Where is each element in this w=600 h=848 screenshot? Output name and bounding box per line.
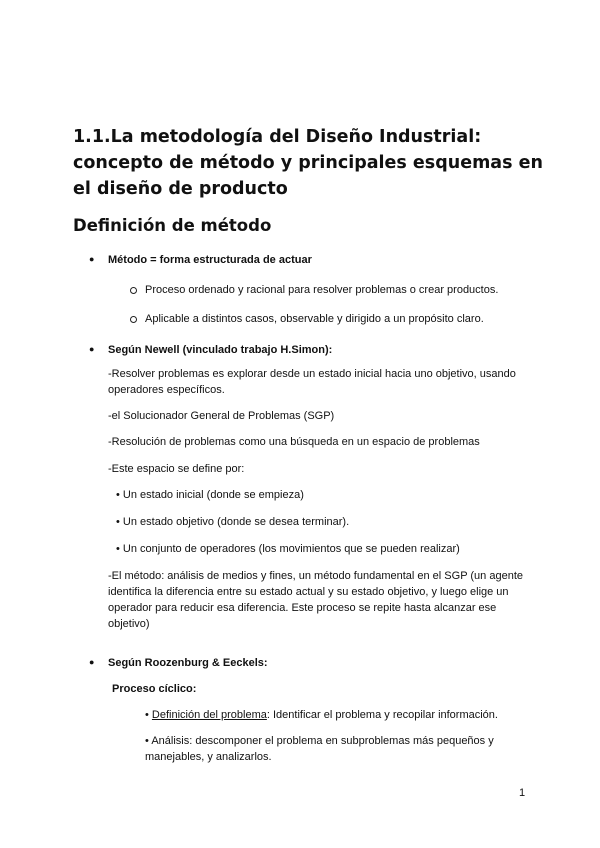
list-text: : Identificar el problema y recopilar información. xyxy=(266,709,498,721)
section-heading: Definición de método xyxy=(73,216,272,235)
bullet-metodo: Método = forma estructurada de actuar xyxy=(108,254,312,266)
list-item: • Un estado inicial (donde se empieza) xyxy=(116,489,304,501)
bullet-roozenburg: Según Roozenburg & Eeckels: xyxy=(108,657,268,669)
list-item: • Un estado objetivo (donde se desea terminar). xyxy=(116,516,350,528)
list-prefix: • xyxy=(145,709,152,721)
paragraph: -Resolver problemas es explorar desde un estado inicial hacia uno objetivo, usando operadores específicos. xyxy=(108,368,516,396)
list-item xyxy=(145,707,525,723)
paragraph: -Resolución de problemas como una búsqueda en un espacio de problemas xyxy=(108,436,480,448)
bullet-icon: ● xyxy=(89,254,95,264)
list-prefix: • xyxy=(145,735,152,747)
paragraph-metodo: -El método: análisis de medios y fines, un método fundamental en el SGP (un agente identifica la diferencia entre su estado actual y su estado objetivo, y luego elige un operador para reducir esa diferencia. Este proceso se repite hasta alcanzar ese objetivo) xyxy=(108,570,523,630)
circle-bullet-icon xyxy=(130,316,137,323)
sub-bullet-2: Aplicable a distintos casos, observable y dirigido a un propósito claro. xyxy=(145,313,484,325)
subheading: Proceso cíclico: xyxy=(112,683,197,695)
page-number: 1 xyxy=(519,787,526,799)
sub-bullet-1: Proceso ordenado y racional para resolver problemas o crear productos. xyxy=(145,284,499,296)
paragraph: -el Solucionador General de Problemas (SGP) xyxy=(108,410,335,422)
bullet-icon: ● xyxy=(89,344,95,354)
paragraph: -Este espacio se define por: xyxy=(108,463,245,475)
list-item: • Un conjunto de operadores (los movimientos que se pueden realizar) xyxy=(116,543,460,555)
bullet-icon: ● xyxy=(89,657,95,667)
circle-bullet-icon xyxy=(130,287,137,294)
bullet-newell: Según Newell (vinculado trabajo H.Simon): xyxy=(108,344,333,356)
page-title: 1.1.La metodología del Diseño Industrial: concepto de método y principales esquemas en el diseño de producto xyxy=(73,127,543,199)
list-item xyxy=(145,733,525,765)
underlined-term: Definición del problema xyxy=(151,709,267,721)
list-text: Análisis: descomponer el problema en subproblemas más pequeños y manejables, y analizarlos. xyxy=(145,735,494,763)
